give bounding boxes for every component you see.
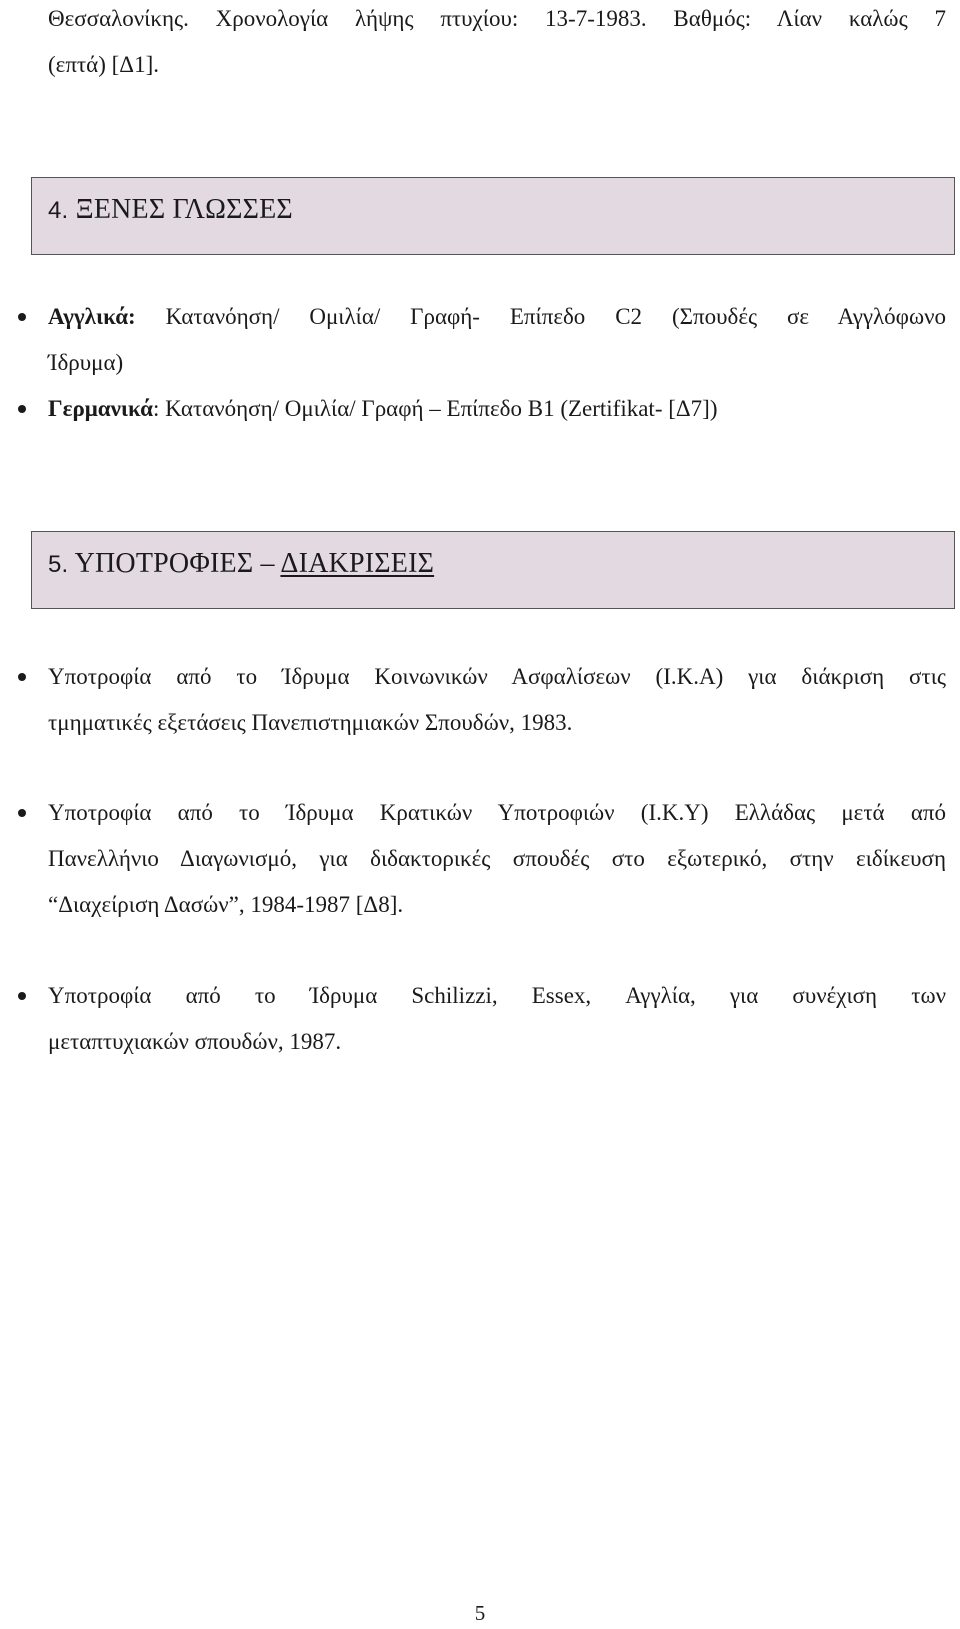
list-item-line-2: Πανελλήνιο Διαγωνισμό, για διδακτορικές σπουδές στο εξωτερικό, στην ειδίκευση [48, 846, 946, 871]
list-item [0, 386, 960, 432]
section-5-number: 5. [48, 551, 69, 578]
scholarships-list [0, 973, 960, 1065]
section-4-header [31, 177, 955, 255]
language-text: : Κατανόηση/ Ομιλία/ Γραφή – Επίπεδο Β1 (Zertifikat- [Δ7]) [153, 396, 718, 421]
intro-paragraph [48, 0, 946, 88]
list-item-line-2: μεταπτυχιακών σπουδών, 1987. [48, 1029, 342, 1054]
section-4-number: 4. [48, 197, 69, 224]
section-5-title-part-1: ΥΠΟΤΡΟΦΙΕΣ – [74, 548, 275, 579]
list-item [0, 294, 960, 386]
list-item-line-1: Υποτροφία από το Ίδρυμα Κοινωνικών Ασφαλίσεων (Ι.Κ.Α) για διάκριση στις [48, 664, 946, 689]
bullet-icon [18, 673, 26, 681]
list-item-line-1 [48, 386, 946, 432]
bullet-icon [18, 992, 26, 1000]
section-4-title-text: ΞΕΝΕΣ ΓΛΩΣΣΕΣ [75, 194, 293, 225]
list-item-line-2: τμηματικές εξετάσεις Πανεπιστημιακών Σπουδών, 1983. [48, 710, 573, 735]
intro-line-2: (επτά) [Δ1]. [48, 52, 159, 77]
list-item-line-3: “Διαχείριση Δασών”, 1984-1987 [Δ8]. [48, 892, 404, 917]
section-5-header [31, 531, 955, 609]
scholarships-list [0, 654, 960, 746]
list-item [0, 973, 960, 1065]
page-number: 5 [474, 1601, 486, 1625]
list-item-line-1: Υποτροφία από το Ίδρυμα Κρατικών Υποτροφιών (Ι.Κ.Υ) Ελλάδας μετά από [48, 800, 946, 825]
language-text: Κατανόηση/ Ομιλία/ Γραφή- Επίπεδο C2 (Σπουδές σε Αγγλόφωνο [135, 304, 946, 329]
list-item [0, 654, 960, 746]
language-label: Αγγλικά: [48, 304, 136, 329]
list-item-line-1: Υποτροφία από το Ίδρυμα Schilizzi, Essex, Αγγλία, για συνέχιση των [48, 983, 946, 1008]
section-5-title-part-2: ΔΙΑΚΡΙΣΕΙΣ [280, 548, 435, 579]
section-4-title [48, 194, 293, 226]
list-item [0, 790, 960, 928]
list-item-line-2: Ίδρυμα) [48, 350, 124, 375]
bullet-icon [18, 405, 26, 413]
list-item-line-1 [48, 294, 946, 340]
intro-line-1: Θεσσαλονίκης. Χρονολογία λήψης πτυχίου: 13-7-1983. Βαθμός: Λίαν καλώς 7 [48, 6, 946, 31]
languages-list [0, 294, 960, 432]
language-label: Γερμανικά [48, 396, 153, 421]
scholarships-list [0, 790, 960, 928]
bullet-icon [18, 809, 26, 817]
bullet-icon [18, 313, 26, 321]
section-5-title [48, 548, 434, 580]
